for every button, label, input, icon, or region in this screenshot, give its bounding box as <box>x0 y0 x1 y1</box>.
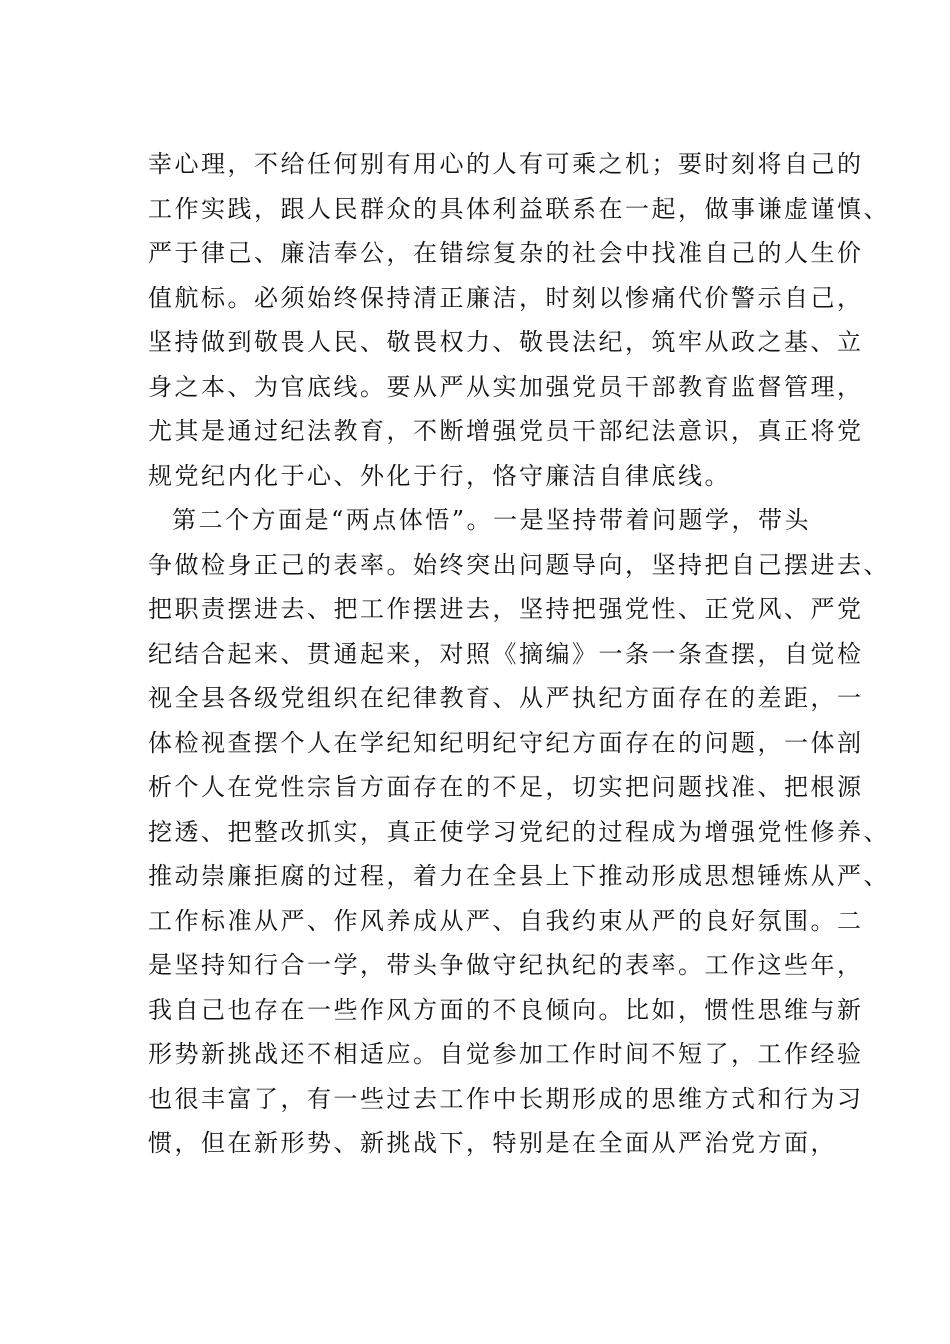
text-line: 也很丰富了，有一些过去工作中长期形成的思维方式和行为习 <box>148 1084 864 1113</box>
text-line: 身之本、为官底线。要从严从实加强党员干部教育监督管理， <box>148 372 864 401</box>
text-line: 工作标准从严、作风养成从严、自我约束从严的良好氛围。二 <box>148 906 864 935</box>
text-line: 严于律己、廉洁奉公，在错综复杂的社会中找准自己的人生价 <box>148 239 864 267</box>
text-line: 工作实践，跟人民群众的具体利益联系在一起，做事谦虚谨慎、 <box>148 194 890 223</box>
text-line: 幸心理，不给任何别有用心的人有可乘之机；要时刻将自己的 <box>148 150 864 178</box>
text-line: 析个人在党性宗旨方面存在的不足，切实把问题找准、把根源 <box>148 773 864 801</box>
text-line: 纪结合起来、贯通起来，对照《摘编》一条一条查摆，自觉检 <box>148 639 864 668</box>
text-line: 惯，但在新形势、新挑战下，特别是在全面从严治党方面， <box>148 1129 837 1157</box>
text-line: 把职责摆进去、把工作摆进去，坚持把强党性、正党风、严党 <box>148 595 864 623</box>
text-line: 坚持做到敬畏人民、敬畏权力、敬畏法纪，筑牢从政之基、立 <box>148 328 864 356</box>
text-line: 挖透、把整改抓实，真正使学习党纪的过程成为增强党性修养、 <box>148 817 890 846</box>
text-line: 我自己也存在一些作风方面的不良倾向。比如，惯性思维与新 <box>148 995 864 1024</box>
text-line: 推动崇廉拒腐的过程，着力在全县上下推动形成思想锤炼从严、 <box>148 862 890 890</box>
text-line: 形势新挑战还不相适应。自觉参加工作时间不短了，工作经验 <box>148 1040 864 1068</box>
text-line: 值航标。必须始终保持清正廉洁，时刻以惨痛代价警示自己， <box>148 283 864 312</box>
text-line: 规党纪内化于心、外化于行，恪守廉洁自律底线。 <box>148 461 731 490</box>
body-text <box>148 142 890 1166</box>
paragraph-start-line: 第二个方面是“两点体悟”。一是坚持带着问题学，带头 <box>172 506 812 534</box>
text-line: 视全县各级党组织在纪律教育、从严执纪方面存在的差距，一 <box>148 684 864 712</box>
text-line: 是坚持知行合一学，带头争做守纪执纪的表率。工作这些年， <box>148 951 864 979</box>
text-line: 尤其是通过纪法教育，不断增强党员干部纪法意识，真正将党 <box>148 417 864 445</box>
text-line: 体检视查摆个人在学纪知纪明纪守纪方面存在的问题，一体剖 <box>148 728 864 757</box>
text-line: 争做检身正己的表率。始终突出问题导向，坚持把自己摆进去、 <box>148 550 890 579</box>
